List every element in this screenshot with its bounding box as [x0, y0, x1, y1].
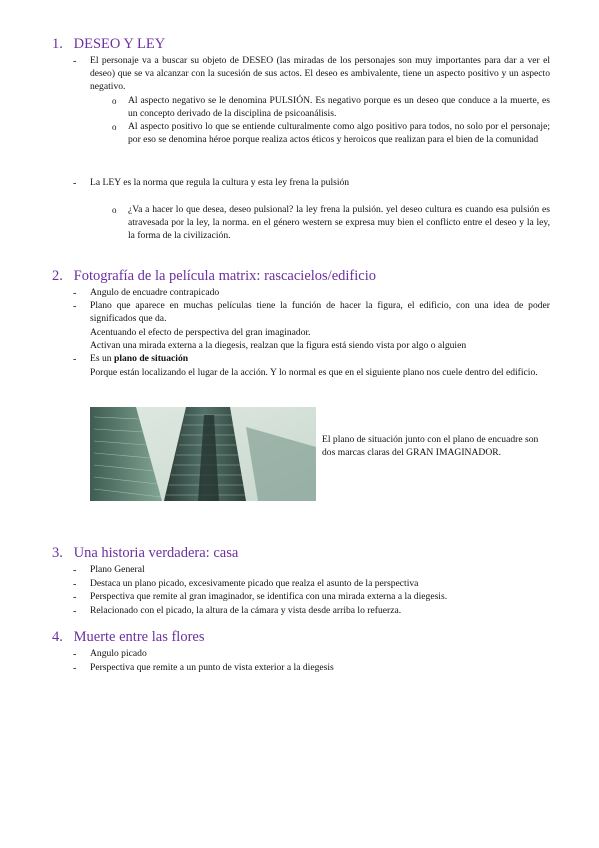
section-4-heading: [52, 629, 204, 645]
section-1-heading: [52, 36, 165, 52]
paragraph: Angulo picado: [90, 648, 147, 659]
sub-paragraph: Al aspecto negativo se le denomina PULSIÓN. Es negativo porque es un deseo que conduce a la muerte, es un concepto derivado de la disciplina de psicoanálisis.: [128, 95, 550, 120]
dash-marker: -: [73, 606, 77, 617]
skyscraper-photo: [90, 407, 316, 501]
dash-marker: -: [73, 301, 77, 312]
text-prefix: Es un: [90, 353, 114, 364]
sub-paragraph: ¿Va a hacer lo que desea, deseo pulsional? la ley frena la pulsión. yel deseo cultura es cuando esa pulsión es atravesada por la ley, la norma. en el género western se expresa muy bien el conflicto entre el deseo y la ley, la forma de la civilización.: [128, 204, 550, 242]
paragraph: Relacionado con el picado, la altura de la cámara y vista desde arriba lo refuerza.: [90, 605, 402, 616]
sub-bullet-marker: o: [112, 205, 117, 215]
paragraph: Destaca un plano picado, excesivamente picado que realza el asunto de la perspectiva: [90, 578, 419, 589]
paragraph: La LEY es la norma que regula la cultura y esta ley frena la pulsión: [90, 177, 350, 188]
paragraph: Angulo de encuadre contrapicado: [90, 287, 220, 298]
paragraph: Porque están localizando el lugar de la acción. Y lo normal es que en el siguiente plano nos cuele dentro del edificio.: [90, 367, 538, 378]
section-2-number: 2.: [52, 268, 63, 284]
paragraph: El personaje va a buscar su objeto de DESEO (las miradas de los personajes son muy importantes para dar a ver el deseo) que se va alcanzar con la sucesión de sus actos. El deseo es ambivalente, tiene un aspecto positivo y un aspecto negativo.: [90, 55, 550, 93]
section-2-heading: [52, 268, 376, 284]
dash-marker: -: [73, 579, 77, 590]
section-1-number: 1.: [52, 36, 63, 52]
paragraph: Activan una mirada externa a la diegesis, realzan que la figura está siendo vista por algo o alguien: [90, 340, 467, 351]
sub-bullet-marker: o: [112, 122, 117, 132]
sub-bullet-marker: o: [112, 96, 117, 106]
dash-marker: -: [73, 288, 77, 299]
dash-marker: -: [73, 178, 77, 189]
dash-marker: -: [73, 649, 77, 660]
section-4-title: Muerte entre las flores: [73, 629, 205, 645]
dash-marker: -: [73, 663, 77, 674]
paragraph: Perspectiva que remite al gran imaginador, se identifica con una mirada externa a la diegesis.: [90, 591, 448, 602]
section-1-title: DESEO Y LEY: [73, 36, 166, 52]
paragraph: Plano que aparece en muchas películas tiene la función de hacer la figura, el edificio, con una idea de poder significados que da.: [90, 300, 550, 325]
bold-term: plano de situación: [113, 353, 189, 364]
photo-caption: El plano de situación junto con el plano de encuadre son dos marcas claras del GRAN IMAGINADOR.: [322, 434, 539, 459]
section-3-title: Una historia verdadera: casa: [73, 545, 239, 561]
dash-marker: -: [73, 354, 77, 365]
dash-marker: -: [73, 565, 77, 576]
paragraph: [90, 352, 550, 365]
paragraph: Plano General: [90, 564, 145, 575]
sub-paragraph: Al aspecto positivo lo que se entiende culturalmente como algo positivo para todos, no solo por el personaje; por eso se denomina héroe porque realiza actos éticos y heroicos que realizan para el bien de la comunidad: [128, 121, 550, 146]
section-3-number: 3.: [52, 545, 63, 561]
dash-marker: -: [73, 56, 77, 67]
section-2-title: Fotografía de la película matrix: rascacielos/edificio: [73, 268, 376, 284]
section-4-number: 4.: [52, 629, 63, 645]
dash-marker: -: [73, 592, 77, 603]
paragraph: Perspectiva que remite a un punto de vista exterior a la diegesis: [90, 662, 334, 673]
section-3-heading: [52, 545, 238, 561]
paragraph: Acentuando el efecto de perspectiva del gran imaginador.: [90, 327, 311, 338]
